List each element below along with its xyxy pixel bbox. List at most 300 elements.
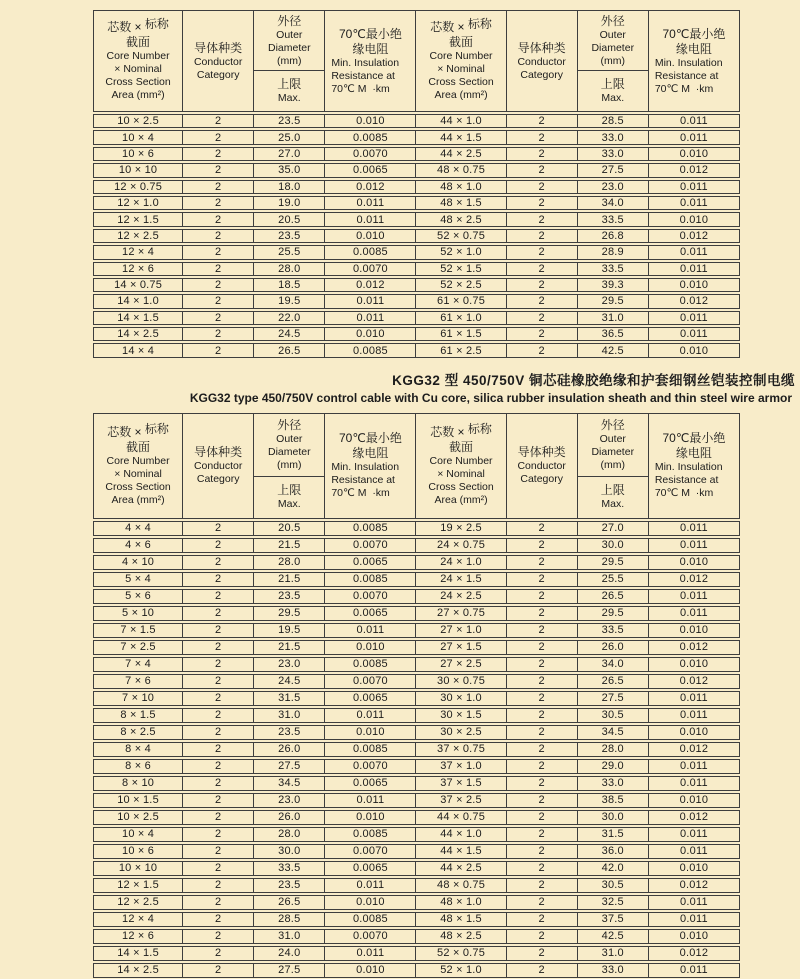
header-conductor-category: [507, 413, 578, 519]
table-row: [93, 196, 740, 210]
cell-outer-diameter-max: 23.5: [254, 114, 325, 128]
cell-outer-diameter-max: 31.5: [254, 691, 325, 706]
header-diameter-en-line2: Diameter: [591, 445, 635, 458]
cell-core-size: 7 × 10: [93, 691, 183, 706]
cell-outer-diameter-max: 33.0: [578, 776, 649, 791]
table-row: [93, 912, 740, 927]
header-min-insulation-resistance: [325, 10, 416, 112]
cell-conductor-category: 2: [183, 262, 254, 276]
header-resistance-en-line3: 70℃ M ·km: [654, 487, 714, 500]
cell-core-size: 14 × 4: [93, 343, 183, 357]
header-core-en-line4: Area (mm²): [111, 493, 165, 506]
header-min-insulation-resistance: [325, 413, 416, 519]
cell-core-size: 24 × 1.0: [416, 555, 506, 570]
cell-conductor-category: 2: [183, 521, 254, 536]
cell-core-size: 8 × 6: [93, 759, 183, 774]
cell-core-size: 12 × 6: [93, 262, 183, 276]
cell-conductor-category: 2: [183, 130, 254, 144]
header-diameter-max-en: Max.: [601, 498, 625, 511]
header-conductor-en-line1: Conductor: [517, 55, 566, 68]
header-core-number: [416, 413, 506, 519]
header-core-zh-prefix: 芯数 ×: [430, 20, 465, 34]
header-diameter-max-zh: 上限: [600, 77, 625, 92]
cell-conductor-category: 2: [183, 114, 254, 128]
table-row: [93, 759, 740, 774]
cell-outer-diameter-max: 39.3: [578, 278, 649, 292]
cell-min-insulation-resistance: 0.010: [325, 895, 416, 910]
cell-min-insulation-resistance: 0.011: [325, 311, 416, 325]
cell-min-insulation-resistance: 0.011: [325, 708, 416, 723]
table-row: [93, 278, 740, 292]
cell-conductor-category: 2: [183, 861, 254, 876]
cell-outer-diameter-max: 42.0: [578, 861, 649, 876]
cell-outer-diameter-max: 27.5: [578, 163, 649, 177]
cell-core-size: 4 × 4: [93, 521, 183, 536]
header-outer-diameter-label: [578, 414, 648, 476]
cell-conductor-category: 2: [507, 606, 578, 621]
header-resistance-zh-line2: 缘电阻: [352, 446, 389, 461]
cell-min-insulation-resistance: 0.011: [649, 521, 740, 536]
header-resistance-en-line2: Resistance at: [654, 69, 719, 82]
cell-outer-diameter-max: 19.0: [254, 196, 325, 210]
table-row: [93, 691, 740, 706]
header-diameter-max-en: Max.: [277, 498, 301, 511]
header-resistance-en-line3: 70℃ M ·km: [654, 82, 714, 95]
cell-outer-diameter-max: 33.0: [578, 130, 649, 144]
cell-conductor-category: 2: [507, 640, 578, 655]
header-resistance-zh-line1: 70℃最小绝: [339, 26, 402, 41]
table-row: [93, 343, 740, 357]
table-row: [93, 163, 740, 177]
header-core-en-line4: Area (mm²): [434, 493, 488, 506]
header-outer-diameter-label: [254, 11, 324, 70]
cell-min-insulation-resistance: 0.010: [649, 725, 740, 740]
cell-min-insulation-resistance: 0.011: [649, 196, 740, 210]
cell-outer-diameter-max: 18.5: [254, 278, 325, 292]
cell-conductor-category: 2: [183, 327, 254, 341]
cell-min-insulation-resistance: 0.010: [325, 229, 416, 243]
table-row: [93, 844, 740, 859]
cell-outer-diameter-max: 24.5: [254, 327, 325, 341]
table-row: [93, 555, 740, 570]
header-conductor-zh: 导体种类: [517, 445, 566, 460]
header-core-zh-line2: 截面: [449, 35, 474, 49]
cell-outer-diameter-max: 23.5: [254, 725, 325, 740]
cell-outer-diameter-max: 20.5: [254, 521, 325, 536]
cell-outer-diameter-max: 29.5: [578, 294, 649, 308]
cell-outer-diameter-max: 33.0: [578, 147, 649, 161]
header-core-zh-raised: 标称: [144, 421, 169, 436]
cell-min-insulation-resistance: 0.0065: [325, 776, 416, 791]
cell-outer-diameter-max: 28.5: [254, 912, 325, 927]
cell-conductor-category: 2: [507, 294, 578, 308]
cell-conductor-category: 2: [183, 589, 254, 604]
cell-min-insulation-resistance: 0.011: [649, 311, 740, 325]
cell-core-size: 61 × 2.5: [416, 343, 506, 357]
cell-conductor-category: 2: [183, 844, 254, 859]
table-row: [93, 589, 740, 604]
header-outer-diameter: [578, 413, 649, 519]
cell-min-insulation-resistance: 0.012: [649, 294, 740, 308]
cell-conductor-category: 2: [183, 912, 254, 927]
cell-core-size: 37 × 1.0: [416, 759, 506, 774]
header-diameter-en-line1: Outer: [599, 432, 626, 445]
cell-conductor-category: 2: [507, 708, 578, 723]
cell-outer-diameter-max: 26.5: [254, 343, 325, 357]
cell-conductor-category: 2: [507, 589, 578, 604]
cell-core-size: 14 × 2.5: [93, 963, 183, 978]
header-conductor-category: [507, 10, 578, 112]
header-diameter-max-en: Max.: [277, 92, 301, 105]
table-row: [93, 212, 740, 226]
cell-outer-diameter-max: 34.5: [578, 725, 649, 740]
cell-conductor-category: 2: [183, 725, 254, 740]
cell-core-size: 61 × 0.75: [416, 294, 506, 308]
header-outer-diameter-label: [254, 414, 324, 476]
header-conductor-en-line2: Category: [196, 68, 240, 81]
header-diameter-en-line1: Outer: [276, 432, 303, 445]
cell-core-size: 14 × 0.75: [93, 278, 183, 292]
cell-conductor-category: 2: [183, 776, 254, 791]
header-core-en-line2: × Nominal: [437, 467, 485, 480]
cell-core-size: 8 × 10: [93, 776, 183, 791]
cell-outer-diameter-max: 33.5: [254, 861, 325, 876]
cell-conductor-category: 2: [507, 538, 578, 553]
cell-core-size: 8 × 2.5: [93, 725, 183, 740]
table-row: [93, 674, 740, 689]
cell-outer-diameter-max: 19.5: [254, 294, 325, 308]
cell-conductor-category: 2: [507, 163, 578, 177]
cell-core-size: 10 × 2.5: [93, 114, 183, 128]
cell-min-insulation-resistance: 0.011: [649, 180, 740, 194]
header-diameter-en-line3: (mm): [277, 54, 302, 67]
cell-outer-diameter-max: 31.0: [254, 708, 325, 723]
cell-min-insulation-resistance: 0.0070: [325, 589, 416, 604]
cell-conductor-category: 2: [507, 793, 578, 808]
header-resistance-zh-line1: 70℃最小绝: [339, 431, 402, 446]
cell-min-insulation-resistance: 0.0065: [325, 555, 416, 570]
header-diameter-en-line1: Outer: [599, 28, 626, 41]
cell-min-insulation-resistance: 0.0070: [325, 929, 416, 944]
header-resistance-en-line2: Resistance at: [331, 474, 395, 487]
cell-core-size: 14 × 1.5: [93, 311, 183, 325]
cell-outer-diameter-max: 23.0: [254, 793, 325, 808]
cell-conductor-category: 2: [183, 810, 254, 825]
cell-conductor-category: 2: [183, 555, 254, 570]
table-row: [93, 262, 740, 276]
table-row: [93, 114, 740, 128]
cell-outer-diameter-max: 21.5: [254, 572, 325, 587]
cell-min-insulation-resistance: 0.0085: [325, 343, 416, 357]
table-row: [93, 245, 740, 259]
cell-core-size: 61 × 1.0: [416, 311, 506, 325]
cell-conductor-category: 2: [183, 878, 254, 893]
cell-outer-diameter-max: 27.5: [254, 963, 325, 978]
cell-core-size: 12 × 2.5: [93, 229, 183, 243]
cell-min-insulation-resistance: 0.010: [649, 861, 740, 876]
cell-outer-diameter-max: 23.5: [254, 878, 325, 893]
table-row: [93, 895, 740, 910]
cell-outer-diameter-max: 23.5: [254, 229, 325, 243]
cell-conductor-category: 2: [507, 278, 578, 292]
cell-min-insulation-resistance: 0.011: [649, 708, 740, 723]
cell-core-size: 61 × 1.5: [416, 327, 506, 341]
cell-core-size: 48 × 0.75: [416, 163, 506, 177]
header-diameter-en-line2: Diameter: [591, 41, 635, 54]
header-resistance-en-line2: Resistance at: [331, 69, 395, 82]
cell-conductor-category: 2: [507, 929, 578, 944]
header-core-zh-raised: 标称: [467, 421, 492, 436]
cell-core-size: 5 × 6: [93, 589, 183, 604]
header-outer-diameter-label: [578, 11, 648, 70]
header-core-zh-prefix: 芯数 ×: [107, 20, 142, 34]
cell-min-insulation-resistance: 0.0070: [325, 147, 416, 161]
header-core-en-line2: × Nominal: [114, 467, 162, 480]
cell-core-size: 10 × 4: [93, 130, 183, 144]
cell-conductor-category: 2: [183, 147, 254, 161]
cell-core-size: 27 × 0.75: [416, 606, 506, 621]
cell-outer-diameter-max: 26.0: [578, 640, 649, 655]
header-resistance-en-line3: 70℃ M ·km: [331, 487, 390, 500]
header-core-zh-prefix: 芯数 ×: [107, 424, 142, 439]
cell-min-insulation-resistance: 0.0085: [325, 912, 416, 927]
cell-min-insulation-resistance: 0.010: [649, 147, 740, 161]
cell-core-size: 52 × 1.0: [416, 963, 506, 978]
cell-outer-diameter-max: 26.5: [254, 895, 325, 910]
cell-min-insulation-resistance: 0.010: [649, 623, 740, 638]
header-diameter-zh: 外径: [277, 417, 302, 432]
cell-min-insulation-resistance: 0.011: [649, 691, 740, 706]
cell-outer-diameter-max: 42.5: [578, 929, 649, 944]
cell-core-size: 14 × 2.5: [93, 327, 183, 341]
cell-min-insulation-resistance: 0.011: [649, 827, 740, 842]
cell-conductor-category: 2: [507, 555, 578, 570]
cell-core-size: 30 × 0.75: [416, 674, 506, 689]
header-resistance-zh-line2: 缘电阻: [352, 41, 389, 56]
header-conductor-en-line2: Category: [520, 68, 563, 81]
cell-outer-diameter-max: 23.0: [254, 657, 325, 672]
cell-core-size: 12 × 1.0: [93, 196, 183, 210]
header-diameter-en-line1: Outer: [276, 28, 303, 41]
cell-core-size: 44 × 2.5: [416, 861, 506, 876]
header-diameter-zh: 外径: [277, 13, 302, 28]
cell-core-size: 48 × 0.75: [416, 878, 506, 893]
header-resistance-en-line1: Min. Insulation: [654, 56, 723, 69]
cell-conductor-category: 2: [507, 861, 578, 876]
header-min-insulation-resistance: [649, 10, 740, 112]
table-row: [93, 861, 740, 876]
cell-min-insulation-resistance: 0.010: [649, 929, 740, 944]
cell-core-size: 27 × 1.0: [416, 623, 506, 638]
header-row: [93, 413, 740, 519]
table-row: [93, 640, 740, 655]
header-conductor-zh: 导体种类: [194, 40, 243, 55]
cell-core-size: 4 × 6: [93, 538, 183, 553]
header-outer-diameter: [578, 10, 649, 112]
cell-core-size: 44 × 0.75: [416, 810, 506, 825]
cell-core-size: 12 × 2.5: [93, 895, 183, 910]
cell-conductor-category: 2: [507, 521, 578, 536]
cell-conductor-category: 2: [507, 691, 578, 706]
table-row: [93, 827, 740, 842]
cell-outer-diameter-max: 38.5: [578, 793, 649, 808]
cell-outer-diameter-max: 33.0: [578, 963, 649, 978]
cell-outer-diameter-max: 30.0: [254, 844, 325, 859]
cell-core-size: 5 × 10: [93, 606, 183, 621]
cell-conductor-category: 2: [183, 674, 254, 689]
cell-conductor-category: 2: [183, 311, 254, 325]
section-title-zh: KGG32 型 450/750V 铜芯硅橡胶绝缘和护套细钢丝铠装控制电缆: [392, 372, 795, 388]
cell-min-insulation-resistance: 0.0065: [325, 163, 416, 177]
cell-core-size: 44 × 1.0: [416, 827, 506, 842]
cell-conductor-category: 2: [507, 311, 578, 325]
header-resistance-en-line1: Min. Insulation: [331, 461, 400, 474]
cell-min-insulation-resistance: 0.010: [649, 343, 740, 357]
cell-conductor-category: 2: [183, 180, 254, 194]
header-min-insulation-resistance: [649, 413, 740, 519]
header-conductor-en-line1: Conductor: [193, 55, 243, 68]
cell-conductor-category: 2: [507, 572, 578, 587]
cell-min-insulation-resistance: 0.011: [325, 294, 416, 308]
table-row: [93, 180, 740, 194]
header-row: [93, 10, 740, 112]
cell-conductor-category: 2: [183, 229, 254, 243]
cell-core-size: 12 × 1.5: [93, 878, 183, 893]
cell-min-insulation-resistance: 0.012: [325, 180, 416, 194]
cell-conductor-category: 2: [507, 245, 578, 259]
cell-outer-diameter-max: 28.9: [578, 245, 649, 259]
cell-conductor-category: 2: [183, 245, 254, 259]
cell-outer-diameter-max: 21.5: [254, 640, 325, 655]
cell-outer-diameter-max: 23.0: [578, 180, 649, 194]
cell-conductor-category: 2: [507, 844, 578, 859]
cell-conductor-category: 2: [507, 130, 578, 144]
cell-min-insulation-resistance: 0.011: [649, 245, 740, 259]
cell-core-size: 12 × 4: [93, 245, 183, 259]
cell-outer-diameter-max: 26.5: [578, 674, 649, 689]
cell-min-insulation-resistance: 0.010: [649, 793, 740, 808]
header-diameter-max-zh: 上限: [600, 483, 625, 498]
cell-conductor-category: 2: [507, 827, 578, 842]
cell-outer-diameter-max: 20.5: [254, 212, 325, 226]
cell-conductor-category: 2: [507, 262, 578, 276]
cell-outer-diameter-max: 27.0: [578, 521, 649, 536]
cell-min-insulation-resistance: 0.012: [649, 572, 740, 587]
cell-core-size: 48 × 1.5: [416, 912, 506, 927]
cell-conductor-category: 2: [507, 327, 578, 341]
header-core-zh-line1: [416, 17, 505, 35]
cell-outer-diameter-max: 31.0: [254, 929, 325, 944]
header-resistance-zh-line2: 缘电阻: [675, 41, 712, 56]
cell-core-size: 12 × 4: [93, 912, 183, 927]
cell-core-size: 30 × 2.5: [416, 725, 506, 740]
cell-conductor-category: 2: [507, 912, 578, 927]
cell-core-size: 48 × 1.5: [416, 196, 506, 210]
cell-min-insulation-resistance: 0.011: [649, 327, 740, 341]
cell-conductor-category: 2: [183, 827, 254, 842]
cell-outer-diameter-max: 30.5: [578, 708, 649, 723]
cell-conductor-category: 2: [183, 196, 254, 210]
cell-outer-diameter-max: 33.5: [578, 212, 649, 226]
table-row: [93, 742, 740, 757]
cell-conductor-category: 2: [507, 878, 578, 893]
cell-min-insulation-resistance: 0.011: [649, 895, 740, 910]
cell-conductor-category: 2: [183, 163, 254, 177]
header-core-zh-raised: 标称: [144, 17, 169, 31]
cell-core-size: 14 × 1.0: [93, 294, 183, 308]
cell-conductor-category: 2: [507, 759, 578, 774]
table-row: [93, 878, 740, 893]
cell-core-size: 10 × 1.5: [93, 793, 183, 808]
header-resistance-en-line2: Resistance at: [654, 474, 719, 487]
section-title-block: [0, 369, 800, 405]
header-resistance-en-line1: Min. Insulation: [654, 461, 723, 474]
cell-outer-diameter-max: 27.0: [254, 147, 325, 161]
table-row: [93, 963, 740, 978]
header-conductor-en-line2: Category: [196, 473, 240, 486]
cell-conductor-category: 2: [183, 343, 254, 357]
cell-conductor-category: 2: [183, 623, 254, 638]
cell-min-insulation-resistance: 0.011: [649, 759, 740, 774]
cell-core-size: 44 × 1.5: [416, 130, 506, 144]
header-resistance-en-line1: Min. Insulation: [331, 56, 400, 69]
table-row: [93, 708, 740, 723]
table-row: [93, 929, 740, 944]
cell-core-size: 5 × 4: [93, 572, 183, 587]
cell-core-size: 44 × 2.5: [416, 147, 506, 161]
cell-conductor-category: 2: [507, 810, 578, 825]
cell-outer-diameter-max: 29.5: [578, 555, 649, 570]
cell-conductor-category: 2: [507, 963, 578, 978]
cell-min-insulation-resistance: 0.011: [649, 912, 740, 927]
cell-core-size: 37 × 1.5: [416, 776, 506, 791]
header-diameter-en-line3: (mm): [600, 458, 626, 471]
cell-outer-diameter-max: 29.5: [578, 606, 649, 621]
cell-conductor-category: 2: [183, 294, 254, 308]
header-core-en-line1: Core Number: [106, 50, 170, 62]
header-conductor-en-line1: Conductor: [193, 460, 243, 473]
header-outer-diameter: [254, 10, 325, 112]
cell-outer-diameter-max: 31.0: [578, 311, 649, 325]
header-core-zh-line2: 截面: [449, 439, 474, 454]
cell-min-insulation-resistance: 0.011: [649, 589, 740, 604]
cell-outer-diameter-max: 28.0: [254, 262, 325, 276]
cell-conductor-category: 2: [507, 674, 578, 689]
cell-min-insulation-resistance: 0.012: [649, 946, 740, 961]
table-row: [93, 294, 740, 308]
cell-core-size: 37 × 0.75: [416, 742, 506, 757]
cell-outer-diameter-max: 27.5: [578, 691, 649, 706]
cell-min-insulation-resistance: 0.0085: [325, 827, 416, 842]
cell-outer-diameter-max: 21.5: [254, 538, 325, 553]
cell-core-size: 52 × 0.75: [416, 229, 506, 243]
cell-core-size: 52 × 0.75: [416, 946, 506, 961]
cell-min-insulation-resistance: 0.0085: [325, 521, 416, 536]
table-row: [93, 623, 740, 638]
cell-outer-diameter-max: 26.5: [578, 589, 649, 604]
cell-core-size: 10 × 10: [93, 861, 183, 876]
header-core-en-line1: Core Number: [429, 50, 493, 62]
cell-conductor-category: 2: [507, 725, 578, 740]
cell-outer-diameter-max: 28.0: [578, 742, 649, 757]
cell-outer-diameter-max: 25.0: [254, 130, 325, 144]
cell-outer-diameter-max: 26.8: [578, 229, 649, 243]
cell-min-insulation-resistance: 0.0085: [325, 572, 416, 587]
header-outer-diameter: [254, 413, 325, 519]
cell-conductor-category: 2: [507, 229, 578, 243]
header-core-en-line1: Core Number: [106, 454, 170, 467]
table-row: [93, 725, 740, 740]
